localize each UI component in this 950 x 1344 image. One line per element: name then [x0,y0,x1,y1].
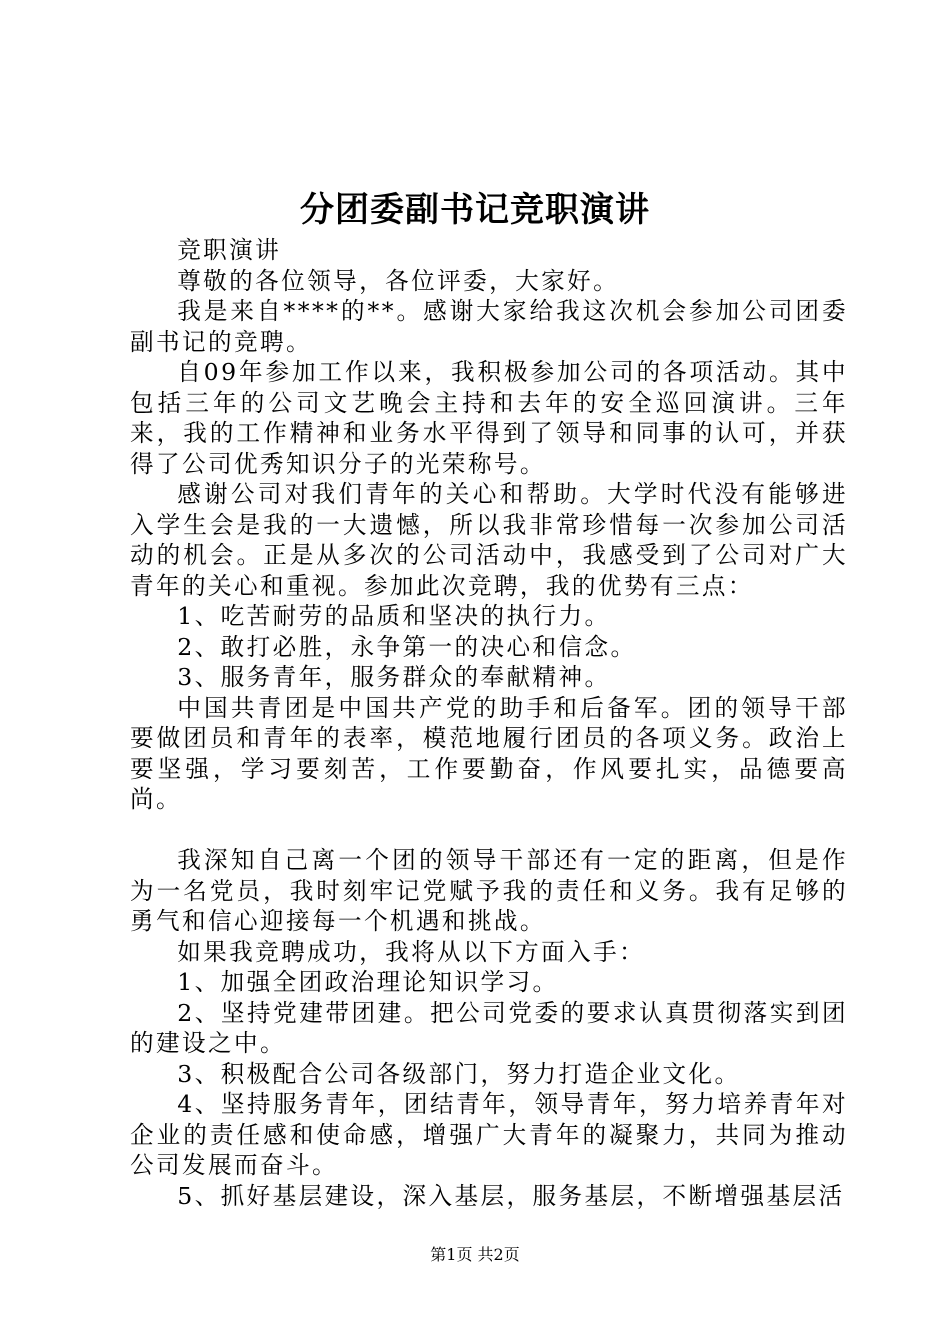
list-item-plan-4: 4、坚持服务青年，团结青年，领导青年，努力培养青年对企业的责任感和使命感，增强广大青年的凝聚力，共同为推动公司发展而奋斗。 [130,1090,848,1179]
paragraph-league: 中国共青团是中国共产党的助手和后备军。团的领导干部要做团员和青年的表率，模范地履行团员的各项义务。政治上要坚强，学习要刻苦，工作要勤奋，作风要扎实，品德要高尚。 [130,693,848,813]
list-item-plan-3: 3、积极配合公司各级部门，努力打造企业文化。 [177,1059,741,1088]
list-item-strength-3: 3、服务青年，服务群众的奉献精神。 [177,663,611,691]
paragraph-experience: 自09年参加工作以来，我积极参加公司的各项活动。其中包括三年的公司文艺晚会主持和去年的安全巡回演讲。三年来，我的工作精神和业务水平得到了领导和同事的认可，并获得了公司优秀知识分子的光荣称号。 [130,358,848,478]
list-item-plan-2: 2、坚持党建带团建。把公司党委的要求认真贯彻落实到团的建设之中。 [130,998,848,1057]
document-body [130,235,848,1211]
list-item-strength-1: 1、吃苦耐劳的品质和坚决的执行力。 [177,602,611,630]
paragraph-heading: 竞职演讲 [177,236,282,264]
paragraph-plan-intro: 如果我竞聘成功，我将从以下方面入手： [177,937,646,966]
paragraph-intro: 我是来自****的**。感谢大家给我这次机会参加公司团委副书记的竞聘。 [130,297,848,356]
list-item-plan-1: 1、加强全团政治理论知识学习。 [177,968,559,996]
paragraph-self-awareness: 我深知自己离一个团的领导干部还有一定的距离，但是作为一名党员，我时刻牢记党赋予我的责任和义务。我有足够的勇气和信心迎接每一个机遇和挑战。 [130,846,848,935]
paragraph-greeting: 尊敬的各位领导，各位评委，大家好。 [177,266,620,295]
paragraph-thanks: 感谢公司对我们青年的关心和帮助。大学时代没有能够进入学生会是我的一大遗憾，所以我非常珍惜每一次参加公司活动的机会。正是从多次的公司活动中，我感受到了公司对广大青年的关心和重视。参加此次竞聘，我的优势有三点： [130,480,848,600]
document-title: 分团委副书记竞职演讲 [300,190,650,230]
page-footer: 第1页 共2页 [430,1245,520,1264]
list-item-strength-2: 2、敢打必胜，永争第一的决心和信念。 [177,632,637,661]
list-item-plan-5: 5、抓好基层建设，深入基层，服务基层，不断增强基层活 [177,1181,845,1210]
